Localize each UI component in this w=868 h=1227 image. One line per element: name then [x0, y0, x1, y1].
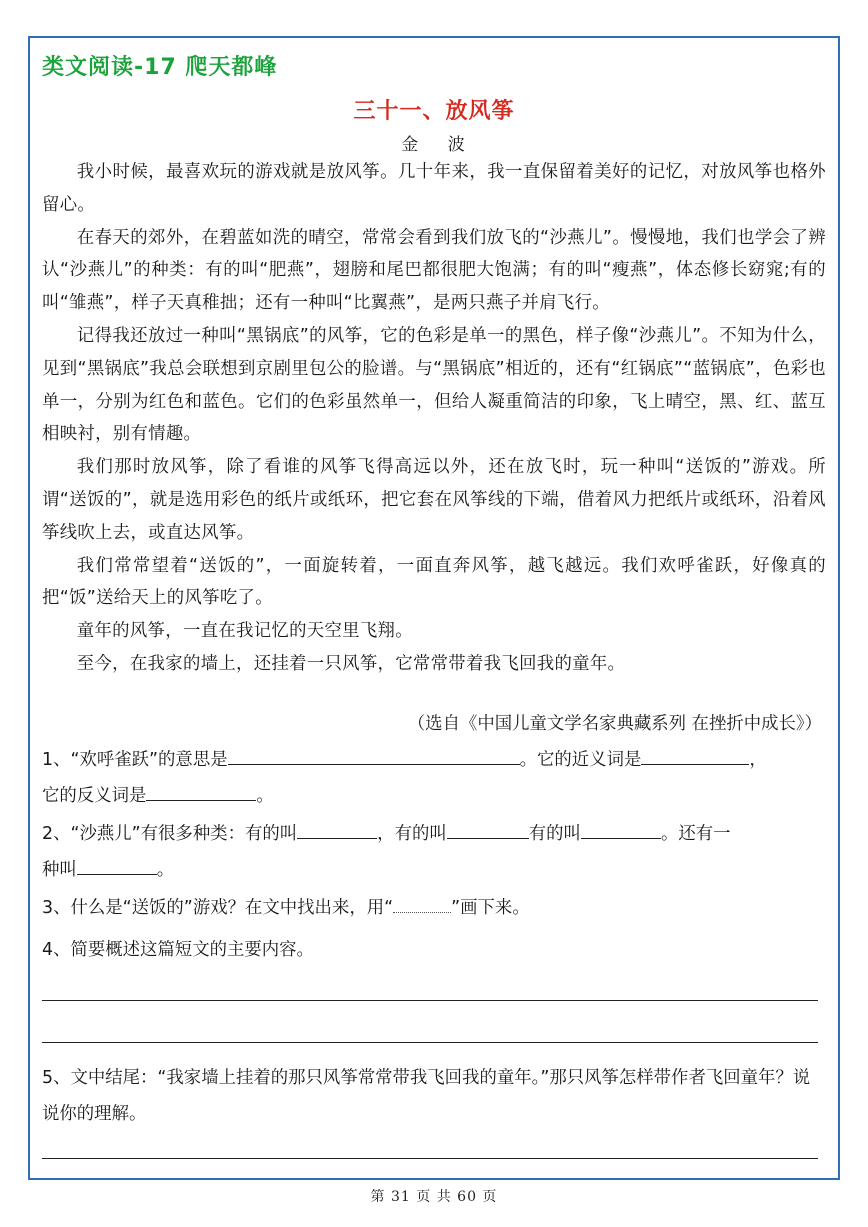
answer-blank[interactable]: [77, 856, 157, 875]
question-text: 。: [256, 786, 274, 806]
question-text: 种叫: [42, 860, 77, 880]
article-source: （选自《中国儿童文学名家典藏系列 在挫折中成长》）: [407, 714, 822, 734]
answer-blank[interactable]: [581, 820, 661, 839]
question-5: 5、文中结尾：“我家墙上挂着的那只风筝常常带我飞回我的童年。”那只风筝怎样带作者飞回童年？说说你的理解。: [42, 1068, 811, 1124]
article-title: 三十一、放风筝: [353, 99, 515, 124]
article-body: [42, 156, 826, 681]
question-1-line-1: [42, 742, 826, 778]
paragraph: 在春天的郊外，在碧蓝如洗的晴空，常常会看到我们放飞的“沙燕儿”。慢慢地，我们也学会了辨认“沙燕儿”的种类：有的叫“肥燕”，翅膀和尾巴都很肥大饱满；有的叫“瘦燕”，体态修长窈窕;有的叫“雏燕”，样子天真稚拙；还有一种叫“比翼燕”，是两只燕子并肩飞行。: [42, 227, 826, 314]
question-text: ，有的叫: [377, 824, 447, 844]
question-2-line-1: [42, 816, 826, 852]
paragraph: 至今，在我家的墙上，还挂着一只风筝，它常常带着我飞回我的童年。: [76, 653, 626, 674]
paragraph: 我小时候，最喜欢玩的游戏就是放风筝。几十年来，我一直保留着美好的记忆，对放风筝也格外留心。: [42, 162, 826, 215]
answer-line[interactable]: [42, 1000, 818, 1001]
paragraph: 记得我还放过一种叫“黑锅底”的风筝，它的色彩是单一的黑色，样子像“沙燕儿”。不知为什么，见到“黑锅底”我总会联想到京剧里包公的脸谱。与“黑锅底”相近的，还有“红锅底”“蓝锅底”，色彩也单一，分别为红色和蓝色。它们的色彩虽然单一，但给人凝重简洁的印象，飞上晴空，黑、红、蓝互相映衬，别有情趣。: [42, 325, 826, 445]
answer-blank[interactable]: [146, 782, 256, 801]
answer-blank[interactable]: [228, 746, 520, 765]
paragraph: 童年的风筝，一直在我记忆的天空里飞翔。: [76, 621, 413, 642]
question-text: ”画下来。: [451, 898, 530, 918]
question-text: 2、“沙燕儿”有很多种类：有的叫: [42, 824, 298, 844]
question-1-line-2: [42, 778, 826, 814]
wavy-underline-mark: [393, 900, 451, 913]
question-1: [42, 742, 826, 814]
answer-blank[interactable]: [297, 820, 377, 839]
question-2: [42, 816, 826, 888]
question-2-line-2: [42, 852, 826, 888]
answer-blank[interactable]: [447, 820, 529, 839]
question-text: 有的叫: [528, 824, 581, 844]
paragraph: 我们那时放风筝，除了看谁的风筝飞得高远以外，还在放飞时，玩一种叫“送饭的”游戏。所谓“送饭的”，就是选用彩色的纸片或纸环，把它套在风筝线的下端，借着风力把纸片或纸环，沿着风筝线吹上去，或直达风筝。: [42, 457, 826, 543]
question-text: 3、什么是“送饭的”游戏？在文中找出来，用“: [42, 898, 394, 918]
article-author: 金 波: [401, 135, 477, 155]
answer-line[interactable]: [42, 1042, 818, 1043]
question-text: 。它的近义词是: [519, 750, 642, 770]
question-text: 。: [156, 860, 175, 880]
question-3: [42, 890, 826, 926]
answer-blank[interactable]: [641, 746, 749, 765]
series-heading: 类文阅读-17 爬天都峰: [42, 55, 278, 80]
question-text: 它的反义词是: [42, 786, 147, 806]
question-text: 1、“欢呼雀跃”的意思是: [42, 750, 228, 770]
page-number-footer: 第 31 页 共 60 页: [370, 1189, 498, 1205]
paragraph: 我们常常望着“送饭的”，一面旋转着，一面直奔风筝，越飞越远。我们欢呼雀跃，好像真的把“饭”送给天上的风筝吃了。: [42, 555, 826, 609]
question-text: ，: [749, 750, 767, 770]
answer-line[interactable]: [42, 1158, 818, 1159]
question-text: 。还有一: [660, 824, 731, 844]
question-4: 4、简要概述这篇短文的主要内容。: [42, 940, 314, 960]
